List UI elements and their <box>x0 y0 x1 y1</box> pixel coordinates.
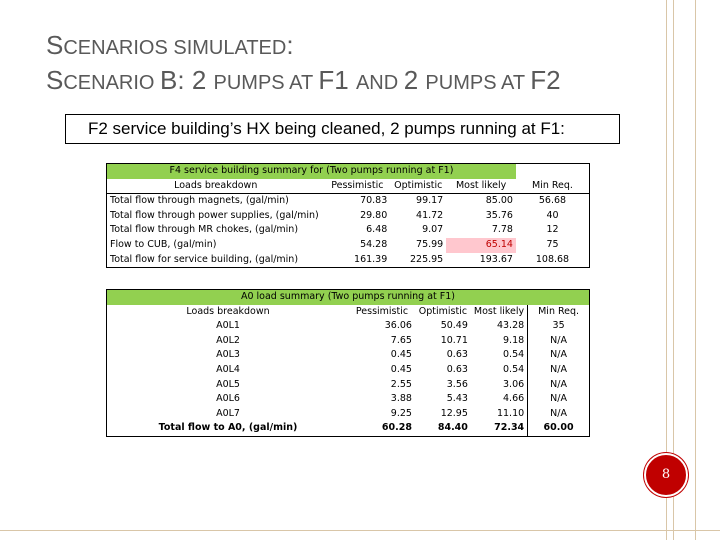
table-cell: 36.06 <box>384 320 412 332</box>
scenario-subtitle: F2 service building’s HX being cleaned, 2 pumps running at F1: <box>65 114 620 144</box>
table-cell: 4.66 <box>471 392 528 407</box>
table-cell: 60.00 <box>528 421 590 436</box>
table-cell: 9.18 <box>471 334 528 349</box>
slide-title-line1: SCENARIOS SIMULATED: <box>46 30 294 60</box>
table-cell: Optimistic <box>394 179 443 191</box>
table-cell: F4 service building summary for (Two pumps running at F1) <box>107 164 516 179</box>
table-cell: A0L3 <box>107 348 350 363</box>
table-cell: 9.25 <box>390 407 412 419</box>
table-cell: Pessimistic <box>331 179 384 191</box>
table-row <box>107 223 590 238</box>
table-cell: 0.63 <box>446 349 468 361</box>
table-cell: Pessimistic <box>355 305 409 317</box>
table-cell: 41.72 <box>416 209 444 221</box>
table-cell: 70.83 <box>324 194 390 209</box>
table-cell: A0L5 <box>107 378 350 393</box>
table-cell: N/A <box>528 348 590 363</box>
table-cell: 0.63 <box>446 363 468 375</box>
table-cell: 29.80 <box>360 209 388 221</box>
table-cell: Total flow through MR chokes, (gal/min) <box>107 223 325 238</box>
table-caption-row <box>107 290 590 305</box>
table-cell: 108.68 <box>516 253 590 268</box>
table-cell: A0L6 <box>107 392 350 407</box>
table-cell: A0L7 <box>107 407 350 422</box>
slide-title <box>46 30 561 100</box>
table-cell: 225.95 <box>390 253 446 268</box>
table-cell: 0.45 <box>390 349 412 361</box>
table-cell: 5.43 <box>446 393 468 405</box>
table-cell: 56.68 <box>516 194 590 209</box>
table-caption-row <box>107 164 590 179</box>
table-cell: A0L2 <box>107 334 350 349</box>
table-cell <box>516 164 590 179</box>
table-cell: 60.28 <box>349 421 415 436</box>
title-segment: PUMPS AT <box>425 72 531 94</box>
title-segment: F2 <box>530 65 561 95</box>
table-cell: Min Req. <box>516 179 590 194</box>
frame-line <box>695 0 696 540</box>
page-number-badge: 8 <box>644 453 688 497</box>
table-cell: A0L4 <box>107 363 350 378</box>
table-cell: 54.28 <box>360 238 388 250</box>
table-cell: 7.65 <box>390 334 412 346</box>
title-segment: S <box>46 65 64 95</box>
table-cell: A0 load summary (Two pumps running at F1) <box>107 290 590 305</box>
title-segment: B: 2 <box>160 65 214 95</box>
title-segment: F1 <box>318 65 356 95</box>
table-cell: 84.40 <box>415 421 471 436</box>
table-cell: 0.45 <box>390 363 412 375</box>
table-cell: 50.49 <box>440 320 468 332</box>
table-cell: Optimistic <box>418 305 468 317</box>
table-cell: 75.99 <box>416 238 444 250</box>
table-cell: 3.06 <box>471 378 528 393</box>
table-cell: 43.28 <box>471 319 528 334</box>
table-row <box>107 238 590 253</box>
table-cell: Total flow through magnets, (gal/min) <box>107 194 325 209</box>
table-cell: Most likely <box>471 305 528 320</box>
table-cell: N/A <box>528 363 590 378</box>
table-cell: N/A <box>528 378 590 393</box>
title-segment: PUMPS AT <box>213 72 319 94</box>
title-segment: AND <box>355 72 404 94</box>
service-building-summary-table <box>106 163 590 268</box>
table-cell: 72.34 <box>471 421 528 436</box>
table-cell: 99.17 <box>390 194 446 209</box>
table-row <box>107 363 590 378</box>
table-cell: 11.10 <box>471 407 528 422</box>
table-header-row <box>107 179 590 194</box>
table-cell: Total flow to A0, (gal/min) <box>107 421 350 436</box>
table-row <box>107 421 590 436</box>
table-cell: N/A <box>528 392 590 407</box>
table-cell: 6.48 <box>366 224 388 236</box>
table-cell: Min Req. <box>528 305 590 320</box>
table-cell: 40 <box>516 209 590 224</box>
table-row <box>107 253 590 268</box>
table-header-row <box>107 305 590 320</box>
table-row <box>107 378 590 393</box>
table-cell: 3.56 <box>446 378 468 390</box>
table-cell: 9.07 <box>422 224 444 236</box>
table-cell: N/A <box>528 407 590 422</box>
table-cell: 35.76 <box>485 209 513 221</box>
table-cell: Most likely <box>455 179 507 191</box>
table-row <box>107 209 590 224</box>
table-cell: 12 <box>516 223 590 238</box>
title-segment: CENARIO <box>63 72 161 94</box>
table-cell: 0.54 <box>471 348 528 363</box>
table-row <box>107 392 590 407</box>
table-row <box>107 407 590 422</box>
table-cell: Loads breakdown <box>107 305 350 320</box>
table-row <box>107 194 590 209</box>
table-row <box>107 348 590 363</box>
table-cell: 193.67 <box>446 253 516 268</box>
table-cell: N/A <box>528 334 590 349</box>
table-cell: 3.88 <box>390 393 412 405</box>
table-cell: 12.95 <box>440 407 468 419</box>
table-cell: 0.54 <box>471 363 528 378</box>
table-cell: 65.14 <box>446 238 516 253</box>
table-cell: 10.71 <box>440 334 468 346</box>
table-cell: 7.78 <box>491 224 513 236</box>
table-cell: 85.00 <box>446 194 516 209</box>
table-row <box>107 319 590 334</box>
frame-line <box>0 530 720 531</box>
table-cell: Flow to CUB, (gal/min) <box>107 238 325 253</box>
title-segment: 2 <box>403 65 426 95</box>
table-cell: Total flow through power supplies, (gal/min) <box>107 209 325 224</box>
slide-title-line2 <box>46 65 561 100</box>
table-cell: 75 <box>516 238 590 253</box>
table-cell: Loads breakdown <box>107 179 325 194</box>
table-cell: Total flow for service building, (gal/min) <box>107 253 325 268</box>
table-cell: A0L1 <box>107 319 350 334</box>
table-cell: 2.55 <box>390 378 412 390</box>
table-row <box>107 334 590 349</box>
table-cell: 161.39 <box>324 253 390 268</box>
a0-load-summary-table <box>106 289 590 437</box>
table-cell: 35 <box>528 319 590 334</box>
